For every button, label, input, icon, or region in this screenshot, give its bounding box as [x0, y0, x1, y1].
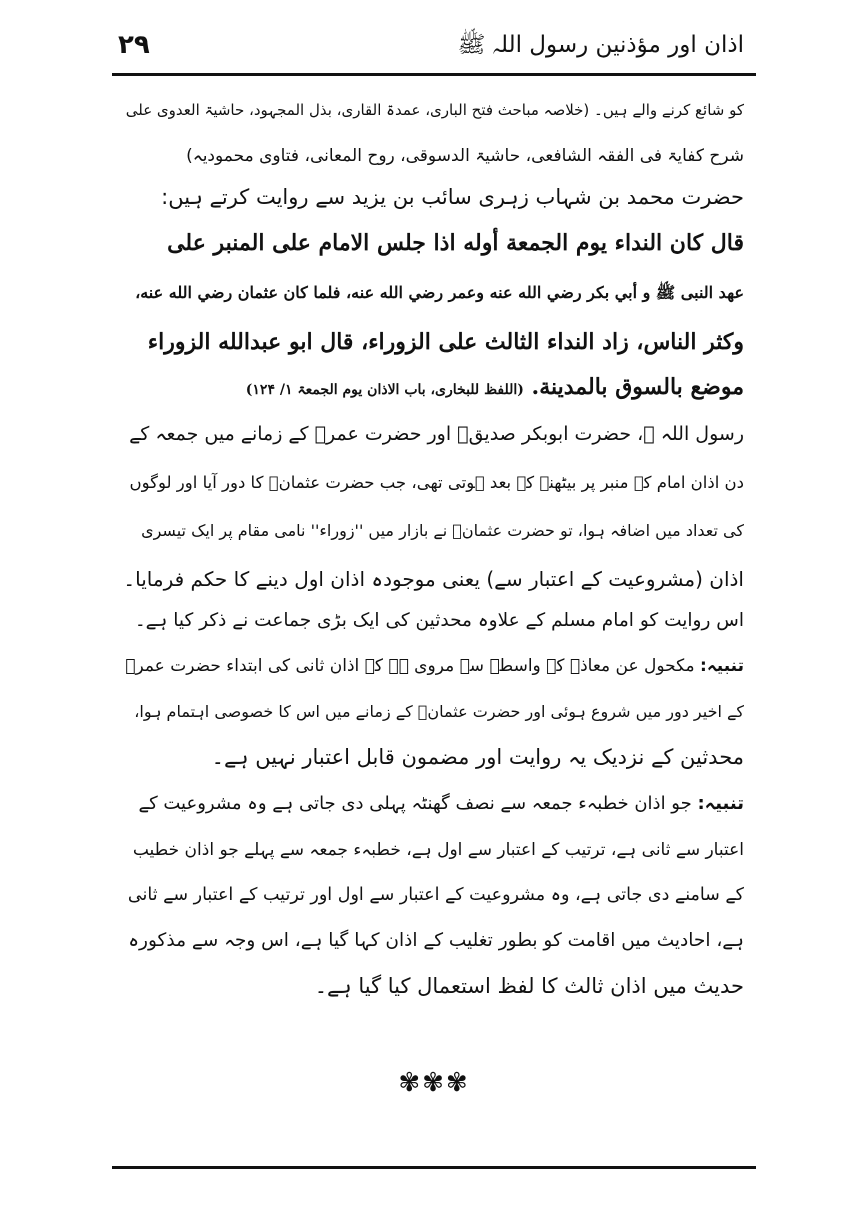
- body-line: حدیث میں اذان ثالث کا لفظ استعمال کیا گیا ہے۔: [314, 974, 744, 998]
- body-line: رسول اللہ ﷺ، حضرت ابوبکر صدیقؓ اور حضرت عمرؓ کے زمانے میں جمعہ کے: [129, 423, 744, 445]
- body-line: دن اذان امام کے منبر پر بیٹھنے کے بعد ہوتی تھی، جب حضرت عثمانؓ کا دور آیا اور لوگوں: [129, 473, 744, 492]
- footer-divider: [112, 1166, 756, 1169]
- body-line: کے سامنے دی جاتی ہے، وہ مشروعیت کے اعتبار سے اول اور ترتیب کے اعتبار سے ثانی: [127, 885, 744, 905]
- hadith-text: موضع بالسوق بالمدينة.: [531, 374, 744, 400]
- note-line: [124, 650, 744, 682]
- body-line: محدثین کے نزدیک یہ روایت اور مضمون قابل اعتبار نہیں ہے۔: [211, 745, 744, 769]
- body-line: ہے، احادیث میں اقامت کو بطور تغلیب کے اذان کہا گیا ہے، اس وجہ سے مذکورہ: [128, 930, 744, 951]
- body-line: شرح کفایۃ فی الفقہ الشافعی، حاشیۃ الدسوقی، روح المعانی، فتاوی محمودیہ): [186, 146, 744, 166]
- body-line: حضرت محمد بن شہاب زہری سائب بن یزید سے روایت کرتے ہیں:: [161, 185, 744, 209]
- body-line: اس روایت کو امام مسلم کے علاوہ محدثین کی ایک بڑی جماعت نے ذکر کیا ہے۔: [134, 610, 744, 631]
- note-text: جو اذان خطبہء جمعہ سے نصف گھنٹہ پہلی دی جاتی ہے وہ مشروعیت کے: [138, 793, 692, 814]
- body-line: کو شائع کرنے والے ہیں۔ (خلاصہ مباحث فتح الباری، عمدۃ القاری، بذل المجہود، حاشیۃ العدوی علی: [125, 101, 744, 119]
- page-number: ۲۹: [118, 30, 150, 60]
- note-text: مکحول عن معاذؓ کے واسطہ سے مروی ہے کہ اذان ثانی کی ابتداء حضرت عمرؓ: [125, 656, 695, 676]
- note-label: تنبیہ:: [700, 656, 744, 676]
- hadith-line: وكثر الناس، زاد النداء الثالث على الزوراء، قال ابو عبدالله الزوراء: [147, 329, 744, 355]
- hadith-reference: (اللفظ للبخاری، باب الاذان یوم الجمعۃ ۱/ ۱۲۴): [245, 382, 524, 398]
- body-line: اعتبار سے ثانی ہے، ترتیب کے اعتبار سے اول ہے، خطبہء جمعہ سے پہلے جو اذان خطیب: [132, 840, 744, 860]
- section-end-ornament: ✾✾✾: [398, 1068, 470, 1098]
- running-header: اذان اور مؤذنین رسول اللہ ﷺ: [457, 32, 744, 58]
- header-divider: [112, 73, 756, 76]
- body-line: اذان (مشروعیت کے اعتبار سے) یعنی موجودہ اذان اول دینے کا حکم فرمایا۔: [123, 567, 744, 591]
- note-line: [124, 788, 744, 820]
- hadith-line: عهد النبی ﷺ و أبي بكر رضي الله عنه وعمر رضي الله عنه، فلما كان عثمان رضي الله عنه،: [135, 283, 744, 302]
- note-label: تنبیہ:: [697, 793, 744, 814]
- body-line: کے اخیر دور میں شروع ہوئی اور حضرت عثمانؓ کے زمانے میں اس کا خصوصی اہتمام ہوا،: [134, 702, 744, 721]
- body-line: کی تعداد میں اضافہ ہوا، تو حضرت عثمانؓ نے بازار میں ''زوراء'' نامی مقام پر ایک تیسری: [141, 521, 744, 540]
- hadith-line: قال كان النداء يوم الجمعة أوله اذا جلس الامام على المنبر على: [167, 230, 744, 256]
- hadith-line: [124, 371, 744, 406]
